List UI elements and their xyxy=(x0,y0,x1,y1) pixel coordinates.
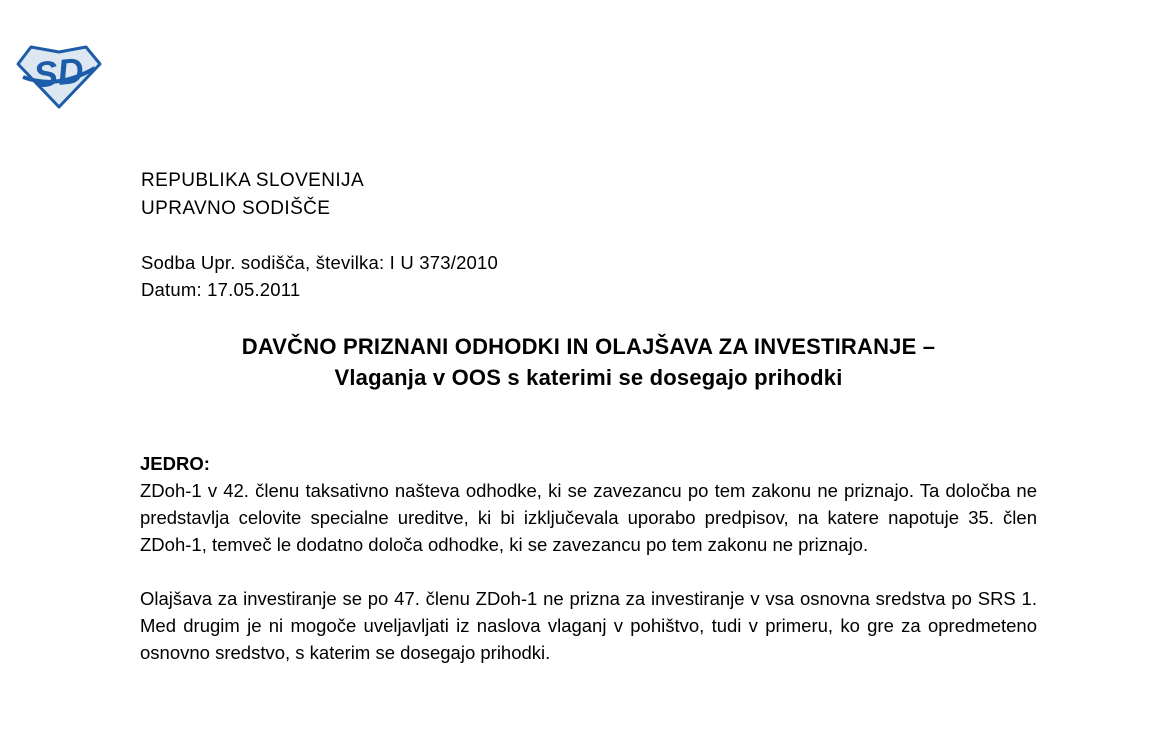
sd-shield-icon xyxy=(15,44,103,110)
case-number-line: Sodba Upr. sodišča, številka: I U 373/2010 xyxy=(141,252,499,273)
sd-logo-letters: SD xyxy=(31,49,86,96)
jedro-section xyxy=(140,450,1037,666)
header-court-line: UPRAVNO SODIŠČE xyxy=(141,198,331,219)
jedro-heading: JEDRO: xyxy=(140,453,210,474)
header-republic-line: REPUBLIKA SLOVENIJA xyxy=(141,170,365,191)
jedro-paragraph-1: ZDoh-1 v 42. členu taksativno našteva odhodke, ki se zavezancu po tem zakonu ne priznajo. Ta določba ne predstavlja celovite specialne ureditve, ki bi izključevala uporabo predpisov, na katere napotuje 35. člen ZDoh-1, temveč le dodatno določa odhodke, ki se zavezancu po tem zakonu ne priznajo. xyxy=(140,480,1037,555)
document-title xyxy=(140,331,1037,393)
court-sd-logo xyxy=(15,44,103,110)
case-info xyxy=(141,249,498,303)
document-title-line2: Vlaganja v OOS s katerimi se dosegajo prihodki xyxy=(334,365,843,390)
document-header xyxy=(141,167,364,223)
jedro-paragraph-2: Olajšava za investiranje se po 47. členu ZDoh-1 ne prizna za investiranje v vsa osnovna sredstva po SRS 1. Med drugim je ni mogoče uveljavljati iz naslova vlaganj v pohištvo, tudi v primeru, ko gre za opredmeteno osnovno sredstvo, s katerim se dosegajo prihodki. xyxy=(140,588,1037,663)
document-title-line1: DAVČNO PRIZNANI ODHODKI IN OLAJŠAVA ZA INVESTIRANJE – xyxy=(241,334,936,359)
case-date-line: Datum: 17.05.2011 xyxy=(141,279,301,300)
